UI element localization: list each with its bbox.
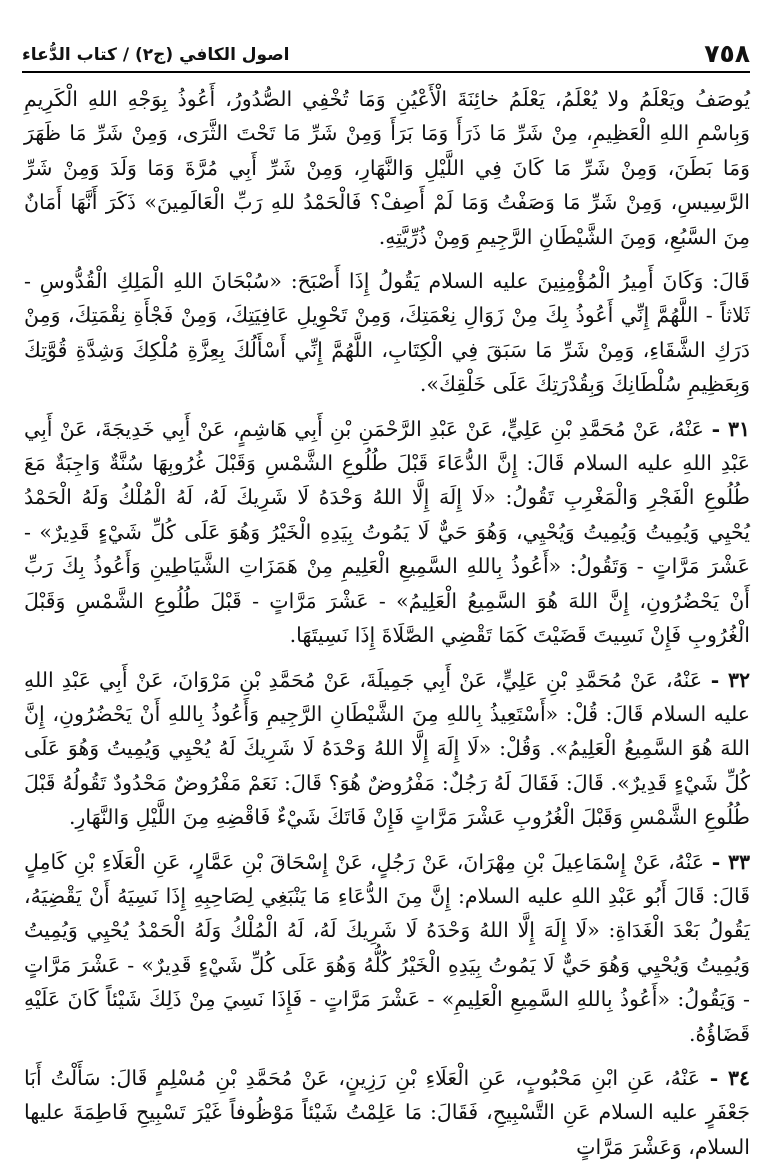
- hadith-number: ٣١ -: [703, 416, 750, 441]
- paragraph-text: عَنْهُ، عَنِ ابْنِ مَحْبُوبٍ، عَنِ الْعَلَاءِ بْنِ رَزِينٍ، عَنْ مُحَمَّدِ بْنِ مُسْلِمٍ قَالَ: سَأَلْتُ أَبَا جَعْفَرٍ عليه السلام عَنِ التَّسْبِيحِ، فَقَالَ: مَا عَلِمْتُ شَيْئاً مَوْظُوفاً غَيْرَ تَسْبِيحِ فَاطِمَةَ عليها السلام، وَعَشْرَ مَرَّاتٍ: [24, 1065, 750, 1159]
- hadith-33: [24, 845, 750, 1051]
- hadith-number: ٣٣ -: [704, 849, 750, 874]
- paragraph-continuation: [24, 82, 750, 254]
- paragraph-text: يُوصَفُ ويَعْلَمُ ولا يُعْلَمُ، يَعْلَمُ خائِنَةَ الْأَعْيُنِ وَمَا تُخْفِي الصُّدُورُ، أَعُوذُ بِوَجْهِ اللهِ الْكَرِيمِ وَبِاسْمِ اللهِ الْعَظِيمِ، مِنْ شَرِّ مَا ذَرَأَ وَمَا بَرَأَ وَمِنْ شَرِّ مَا تَحْتَ الثَّرَى، وَمِنْ شَرِّ مَا ظَهَرَ وَمَا بَطَنَ، وَمِنْ شَرِّ مَا كَانَ فِي اللَّيْلِ وَالنَّهَارِ، وَمِنْ شَرِّ أَبِي مُرَّةَ وَمَا وَلَدَ وَمِنْ شَرِّ الرَّسِيسِ، وَمِنْ شَرِّ مَا وَصَفْتُ وَمَا لَمْ أَصِفْ؟ فَالْحَمْدُ للهِ رَبِّ الْعَالَمِينَ» ذَكَرَ أَنَّهَا أَمَانٌ مِنَ السَّبُعِ، وَمِنَ الشَّيْطَانِ الرَّجِيمِ وَمِنْ ذُرِّيَّتِهِ.: [24, 87, 750, 249]
- page-header: [22, 28, 750, 68]
- hadith-number: ٣٢ -: [702, 667, 750, 692]
- paragraph-text: عَنْهُ، عَنْ مُحَمَّدِ بْنِ عَلِيٍّ، عَنْ أَبِي جَمِيلَةَ، عَنْ مُحَمَّدِ بْنِ مَرْوَانَ، عَنْ أَبِي عَبْدِ اللهِ عليه السلام قَالَ: قُلْ: «أَسْتَعِيذُ بِاللهِ مِنَ الشَّيْطَانِ الرَّجِيمِ وَأَعُوذُ بِاللهِ أَنْ يَحْضُرُونِ، إِنَّ اللهَ هُوَ السَّمِيعُ الْعَلِيمُ». وَقُلْ: «لَا إِلَهَ إِلَّا اللهُ وَحْدَهُ لَا شَرِيكَ لَهُ يُحْيِي وَيُمِيتُ وَهُوَ عَلَى كُلِّ شَيْءٍ قَدِيرٌ». قَالَ: فَقَالَ لَهُ رَجُلٌ: مَفْرُوضٌ هُوَ؟ قَالَ: نَعَمْ مَفْرُوضٌ مَحْدُودٌ تَقُولُهُ قَبْلَ طُلُوعِ الشَّمْسِ وَقَبْلَ الْغُرُوبِ عَشْرَ مَرَّاتٍ فَإِنْ فَاتَكَ شَيْءٌ فَاقْضِهِ مِنَ اللَّيْلِ وَالنَّهَارِ.: [24, 667, 750, 830]
- page-body: [24, 82, 750, 1159]
- running-title: اصول الكافي (ج٢) / كتاب الدُّعاء: [22, 45, 290, 65]
- hadith-31: [24, 412, 750, 653]
- paragraph-morning-dua: [24, 264, 750, 402]
- hadith-32: [24, 663, 750, 835]
- hadith-34: [24, 1061, 750, 1164]
- header-rule: [22, 71, 750, 73]
- hadith-number: ٣٤ -: [700, 1065, 750, 1090]
- paragraph-text: عَنْهُ، عَنْ إِسْمَاعِيلَ بْنِ مِهْرَانَ، عَنْ رَجُلٍ، عَنْ إِسْحَاقَ بْنِ عَمَّارٍ، عَنِ الْعَلَاءِ بْنِ كَامِلٍ قَالَ: قَالَ أَبُو عَبْدِ اللهِ عليه السلام: إِنَّ مِنَ الدُّعَاءِ مَا يَنْبَغِي لِصَاحِبِهِ إِذَا نَسِيَهُ أَنْ يَقْضِيَهُ، يَقُولُ بَعْدَ الْغَدَاةِ: «لَا إِلَهَ إِلَّا اللهُ وَحْدَهُ لَا شَرِيكَ لَهُ، لَهُ الْمُلْكُ وَلَهُ الْحَمْدُ يُحْيِي وَيُمِيتُ وَيُمِيتُ وَيُحْيِي وَهُوَ حَيٌّ لَا يَمُوتُ بِيَدِهِ الْخَيْرُ كُلُّهُ وَهُوَ عَلَى كُلِّ شَيْءٍ قَدِيرٌ» - عَشْرَ مَرَّاتٍ - وَيَقُولُ: «أَعُوذُ بِاللهِ السَّمِيعِ الْعَلِيمِ» - عَشْرَ مَرَّاتٍ - فَإِذَا نَسِيَ مِنْ ذَلِكَ شَيْئاً كَانَ عَلَيْهِ قَضَاؤُهُ.: [24, 849, 750, 1046]
- page-number: ٧٥٨: [704, 39, 750, 68]
- paragraph-text: عَنْهُ، عَنْ مُحَمَّدِ بْنِ عَلِيٍّ، عَنْ عَبْدِ الرَّحْمَنِ بْنِ أَبِي هَاشِمٍ، عَنْ أَبِي خَدِيجَةَ، عَنْ أَبِي عَبْدِ اللهِ عليه السلام قَالَ: إِنَّ الدُّعَاءَ قَبْلَ طُلُوعِ الشَّمْسِ وَقَبْلَ غُرُوبِهَا سُنَّةٌ وَاجِبَةٌ مَعَ طُلُوعِ الْفَجْرِ وَالْمَغْرِبِ تَقُولُ: «لَا إِلَهَ إِلَّا اللهُ وَحْدَهُ لَا شَرِيكَ لَهُ، لَهُ الْمُلْكُ وَلَهُ الْحَمْدُ يُحْيِي وَيُمِيتُ وَيُمِيتُ وَيُحْيِي، وَهُوَ حَيٌّ لَا يَمُوتُ بِيَدِهِ الْخَيْرُ وَهُوَ عَلَى كُلِّ شَيْءٍ قَدِيرٌ» - عَشْرَ مَرَّاتٍ - وَتَقُولُ: «أَعُوذُ بِاللهِ السَّمِيعِ الْعَلِيمِ مِنْ هَمَزَاتِ الشَّيَاطِينِ وَأَعُوذُ بِكَ رَبِّ أَنْ يَحْضُرُونِ، إِنَّ اللهَ هُوَ السَّمِيعُ الْعَلِيمُ» - عَشْرَ مَرَّاتٍ - قَبْلَ طُلُوعِ الشَّمْسِ وَقَبْلَ الْغُرُوبِ فَإِنْ نَسِيتَ قَضَيْتَ كَمَا تَقْضِي الصَّلَاةَ إِذَا نَسِيتَهَا.: [24, 416, 750, 648]
- paragraph-text: قَالَ: وَكَانَ أَمِيرُ الْمُؤْمِنِينَ عليه السلام يَقُولُ إِذَا أَصْبَحَ: «سُبْحَانَ اللهِ الْمَلِكِ الْقُدُّوسِ - ثَلاثاً - اللَّهُمَّ إِنِّي أَعُوذُ بِكَ مِنْ زَوَالِ نِعْمَتِكَ، وَمِنْ تَحْوِيلِ عَافِيَتِكَ، وَمِنْ فَجْأَةِ نِقْمَتِكَ، وَمِنْ دَرَكِ الشَّقَاءِ، وَمِنْ شَرِّ مَا سَبَقَ فِي الْكِتَابِ، اللَّهُمَّ إِنِّي أَسْأَلُكَ بِعِزَّةِ مُلْكِكَ وَشِدَّةِ قُوَّتِكَ وَبِعَظِيمِ سُلْطَانِكَ وَبِقُدْرَتِكَ عَلَى خَلْقِكَ».: [24, 269, 750, 397]
